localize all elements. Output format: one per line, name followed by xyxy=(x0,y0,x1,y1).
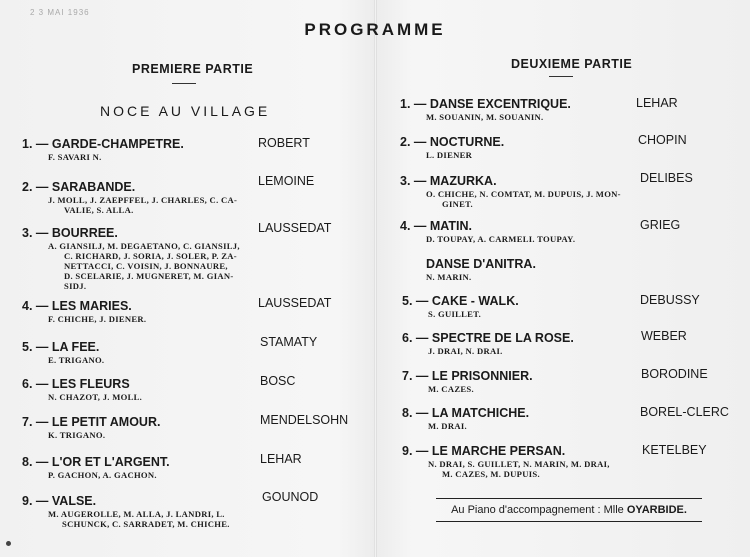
item-title: LE PRISONNIER. xyxy=(431,369,533,383)
part2-item-6: 6. — SPECTRE DE LA ROSE. J. DRAI, N. DRAI. xyxy=(402,331,574,356)
part1-title: PREMIERE PARTIE xyxy=(132,62,254,76)
performers-line: M. AUGEROLLE, M. ALLA, J. LANDRI, L. xyxy=(48,509,225,519)
part1-item-4: 4. — LES MARIES. F. CHICHE, J. DIENER. xyxy=(22,299,147,324)
item-number: 5. xyxy=(402,294,413,308)
performers-line: N. DRAI, S. GUILLET, N. MARIN, M. DRAI, xyxy=(428,459,610,469)
performers-line: J. DRAI, N. DRAI. xyxy=(428,346,503,356)
performers-line: F. SAVARI N. xyxy=(48,152,102,162)
performers-line: E. TRIGANO. xyxy=(48,355,105,365)
composer: DELIBES xyxy=(640,171,693,185)
faded-stamp: 2 3 MAI 1936 xyxy=(30,8,90,17)
composer: GOUNOD xyxy=(262,490,319,504)
item-title: BOURREE. xyxy=(51,226,118,240)
performers-line: NETTACCI, C. VOISIN, J. BONNAURE, xyxy=(64,261,228,271)
item-number: 9. xyxy=(402,444,413,458)
performers-line: D. TOUPAY, A. CARMELI. TOUPAY. xyxy=(426,234,576,244)
item-number: 1. xyxy=(400,97,411,111)
part1-item-2: 2. — SARABANDE. J. MOLL, J. ZAEPFFEL, J. CHARLES, C. CA- VALIE, S. ALLA. xyxy=(22,180,238,215)
performers-line: SCHUNCK, C. SARRADET, M. CHICHE. xyxy=(62,519,230,529)
item-title: CAKE - WALK. xyxy=(431,294,519,308)
part2-item-9: 9. — LE MARCHE PERSAN. N. DRAI, S. GUILLET, N. MARIN, M. DRAI, M. CAZES, M. DUPUIS. xyxy=(402,444,610,479)
performers-line: K. TRIGANO. xyxy=(48,430,106,440)
part2-title: DEUXIEME PARTIE xyxy=(511,57,633,71)
item-title: L'OR ET L'ARGENT. xyxy=(51,455,170,469)
item-number: 6. xyxy=(22,377,33,391)
part1-item-7: 7. — LE PETIT AMOUR. K. TRIGANO. xyxy=(22,415,161,440)
part1-item-6: 6. — LES FLEURS N. CHAZOT, J. MOLL. xyxy=(22,377,143,402)
item-title: MAZURKA. xyxy=(429,174,497,188)
item-title: LES FLEURS xyxy=(51,377,130,391)
performers-line: N. MARIN. xyxy=(426,272,472,282)
piano-accompaniment-box xyxy=(436,498,702,522)
item-number: 4. xyxy=(22,299,33,313)
item-number: 6. xyxy=(402,331,413,345)
performers-line: N. CHAZOT, J. MOLL. xyxy=(48,392,143,402)
item-number: 1. xyxy=(22,137,33,151)
item-number: 8. xyxy=(402,406,413,420)
composer: BOSC xyxy=(260,374,296,388)
item-number: 3. xyxy=(400,174,411,188)
item-title: LE MARCHE PERSAN. xyxy=(431,444,566,458)
performers-line: J. MOLL, J. ZAEPFFEL, J. CHARLES, C. CA- xyxy=(48,195,238,205)
item-title: DANSE D'ANITRA. xyxy=(426,257,536,271)
item-title: LES MARIES. xyxy=(51,299,132,313)
performers-line: M. CAZES, M. DUPUIS. xyxy=(442,469,540,479)
performers-line: C. RICHARD, J. SORIA, J. SOLER, P. ZA- xyxy=(64,251,237,261)
composer: LAUSSEDAT xyxy=(258,221,332,235)
part2-item-4b xyxy=(426,257,536,282)
item-title: LA FEE. xyxy=(51,340,100,354)
item-number: 7. xyxy=(402,369,413,383)
part1-item-5: 5. — LA FEE. E. TRIGANO. xyxy=(22,340,105,365)
composer: LEHAR xyxy=(260,452,302,466)
part2-item-4: 4. — MATIN. D. TOUPAY, A. CARMELI. TOUPAY. xyxy=(400,219,576,244)
punch-hole-icon xyxy=(6,541,11,546)
composer: GRIEG xyxy=(640,218,681,232)
part2-item-2: 2. — NOCTURNE. L. DIENER xyxy=(400,135,505,160)
item-title: SARABANDE. xyxy=(51,180,136,194)
performers-line: O. CHICHE, N. COMTAT, M. DUPUIS, J. MON- xyxy=(426,189,621,199)
part2-item-5: 5. — CAKE - WALK. S. GUILLET. xyxy=(402,294,519,319)
item-title: DANSE EXCENTRIQUE. xyxy=(429,97,571,111)
performers-line: L. DIENER xyxy=(426,150,473,160)
piano-name: OYARBIDE. xyxy=(626,504,687,516)
part2-item-8: 8. — LA MATCHICHE. M. DRAI. xyxy=(402,406,530,431)
performers-line: SIDJ. xyxy=(64,281,87,291)
composer: BORODINE xyxy=(641,367,708,381)
page-title: PROGRAMME xyxy=(304,20,446,39)
performers-line: VALIE, S. ALLA. xyxy=(64,205,134,215)
performers-line: D. SCELARIE, J. MUGNERET, M. GIAN- xyxy=(64,271,234,281)
item-number: 2. xyxy=(22,180,33,194)
item-title: NOCTURNE. xyxy=(429,135,505,149)
part1-subtitle: NOCE AU VILLAGE xyxy=(100,103,271,119)
performers-line: S. GUILLET. xyxy=(428,309,482,319)
composer: DEBUSSY xyxy=(640,293,700,307)
item-number: 5. xyxy=(22,340,33,354)
part2-item-7: 7. — LE PRISONNIER. M. CAZES. xyxy=(402,369,533,394)
part2-item-1: 1. — DANSE EXCENTRIQUE. M. SOUANIN, M. SOUANIN. xyxy=(400,97,571,122)
composer: ROBERT xyxy=(258,136,310,150)
item-title: SPECTRE DE LA ROSE. xyxy=(431,331,574,345)
part2-rule xyxy=(549,76,573,77)
item-title: VALSE. xyxy=(51,494,97,508)
part1-item-1: 1. — GARDE-CHAMPETRE. F. SAVARI N. xyxy=(22,137,184,162)
item-number: 4. xyxy=(400,219,411,233)
composer: KETELBEY xyxy=(642,443,707,457)
performers-line: M. CAZES. xyxy=(428,384,474,394)
performers-line: GINET. xyxy=(442,199,474,209)
part2-item-3: 3. — MAZURKA. O. CHICHE, N. COMTAT, M. DUPUIS, J. MON- GINET. xyxy=(400,174,621,209)
composer: LEMOINE xyxy=(258,174,315,188)
composer: LAUSSEDAT xyxy=(258,296,332,310)
composer: MENDELSOHN xyxy=(260,413,349,427)
item-number: 8. xyxy=(22,455,33,469)
composer: BOREL-CLERC xyxy=(640,405,729,419)
performers-line: M. DRAI. xyxy=(428,421,467,431)
item-number: 9. xyxy=(22,494,33,508)
piano-label: Au Piano d'accompagnement : Mlle xyxy=(451,504,624,516)
performers-line: A. GIANSILJ, M. DEGAETANO, C. GIANSILJ, xyxy=(48,241,240,251)
composer: WEBER xyxy=(641,329,687,343)
part1-item-9: 9. — VALSE. M. AUGEROLLE, M. ALLA, J. LANDRI, L. SCHUNCK, C. SARRADET, M. CHICHE. xyxy=(22,494,230,529)
item-title: LA MATCHICHE. xyxy=(431,406,530,420)
performers-line: M. SOUANIN, M. SOUANIN. xyxy=(426,112,544,122)
page-fold xyxy=(374,0,377,557)
item-number: 7. xyxy=(22,415,33,429)
part1-item-3: 3. — BOURREE. A. GIANSILJ, M. DEGAETANO, C. GIANSILJ, C. RICHARD, J. SORIA, J. SOLER, P. ZA- NETTACCI, C. VOISIN, J. BONNAURE, D. SCELARIE, J. MUGNERET, M. GIAN- SIDJ. xyxy=(22,226,240,291)
item-title: GARDE-CHAMPETRE. xyxy=(51,137,184,151)
part1-item-8: 8. — L'OR ET L'ARGENT. P. GACHON, A. GACHON. xyxy=(22,455,170,480)
composer: CHOPIN xyxy=(638,133,687,147)
item-number: 3. xyxy=(22,226,33,240)
item-title: LE PETIT AMOUR. xyxy=(51,415,161,429)
item-number: 2. xyxy=(400,135,411,149)
composer: STAMATY xyxy=(260,335,318,349)
performers-line: P. GACHON, A. GACHON. xyxy=(48,470,157,480)
part1-rule xyxy=(172,83,196,84)
item-title: MATIN. xyxy=(429,219,473,233)
performers-line: F. CHICHE, J. DIENER. xyxy=(48,314,147,324)
composer: LEHAR xyxy=(636,96,678,110)
